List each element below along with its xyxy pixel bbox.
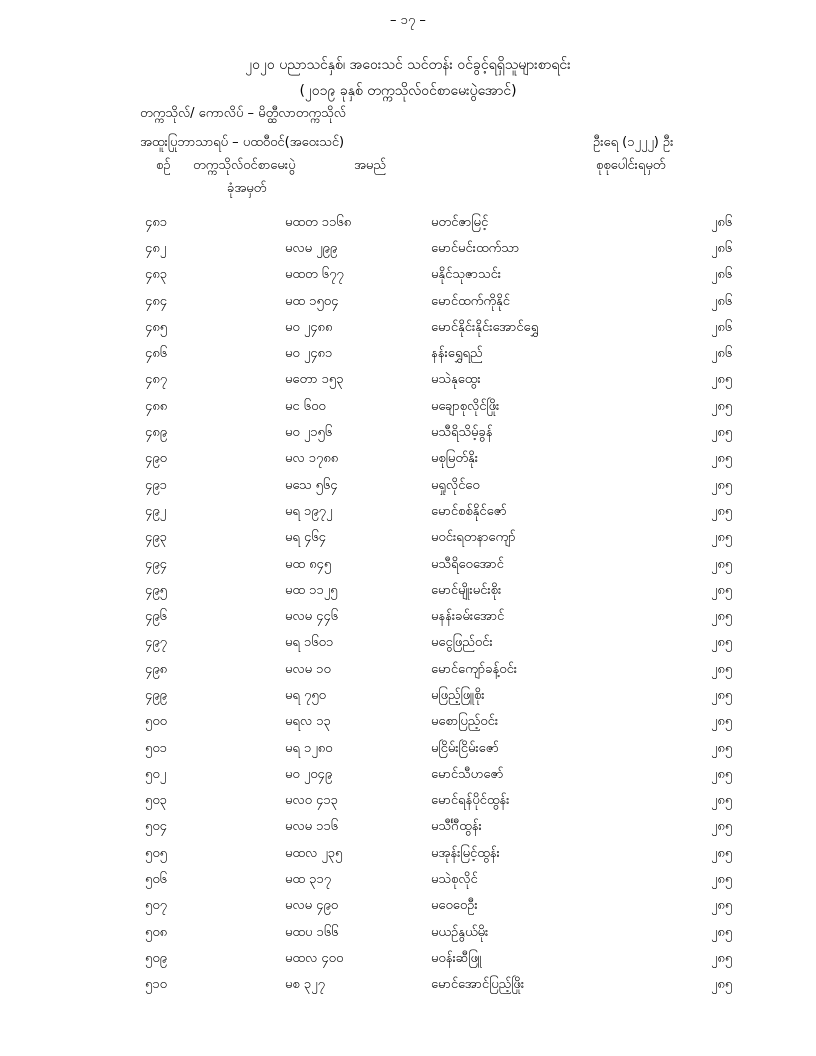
row-number: ၄၉၉ xyxy=(145,687,167,703)
student-name: မဝန်းဆီဖြူ xyxy=(431,950,482,966)
roll-number: မထတ ၁၁၆၈ xyxy=(285,214,352,230)
roll-number: မထ ၈၄၅ xyxy=(285,556,332,572)
row-number: ၄၉၁ xyxy=(145,477,167,493)
table-row xyxy=(0,210,791,236)
table-row xyxy=(0,394,791,420)
row-number: ၄၈၉ xyxy=(145,425,168,441)
total-marks: ၂၈၅ xyxy=(711,977,733,993)
total-marks: ၂၈၅ xyxy=(711,425,733,441)
student-name: မနန်းခမ်းအောင် xyxy=(431,609,505,625)
roll-number: မစ ၃၂၇ xyxy=(285,977,325,993)
roll-number: မလမ ၂၉၉ xyxy=(285,240,338,256)
table-row xyxy=(0,789,791,815)
student-name: မောင်ကျော်ခန့်ဝင်း xyxy=(431,661,518,677)
total-marks: ၂၈၆ xyxy=(711,293,733,309)
student-name: မငွေဖြည်ဝင်း xyxy=(431,635,493,651)
roll-number: မလမ ၁၁၆ xyxy=(285,819,339,835)
roll-number: မဝ ၂၁၅၆ xyxy=(285,425,333,441)
roll-number: မတော ၁၅၃ xyxy=(285,372,344,388)
row-number: ၅၀၄ xyxy=(145,819,167,835)
roll-number: မထလ ၄၀၀ xyxy=(285,950,344,966)
header-name: အမည် xyxy=(354,158,386,173)
row-number: ၄၉၂ xyxy=(145,503,167,519)
student-name: မငြိမ်းငြိမ်းဇော် xyxy=(431,740,499,756)
table-row xyxy=(0,263,791,289)
roll-number: မဝ ၂၄၈၁ xyxy=(285,346,333,362)
row-number: ၅၀၇ xyxy=(145,898,167,914)
total-marks: ၂၈၅ xyxy=(711,687,733,703)
total-marks: ၂၈၅ xyxy=(711,451,733,467)
roll-number: မထ ၃၁၇ xyxy=(285,872,332,888)
roll-number: မရ ၁၂၈၀ xyxy=(285,740,333,756)
total-marks: ၂၈၅ xyxy=(711,556,733,572)
row-number: ၄၈၅ xyxy=(145,319,168,335)
roll-number: မထတ ၆၇၇ xyxy=(285,267,344,283)
row-number: ၅၀၁ xyxy=(145,740,167,756)
table-row xyxy=(0,894,791,920)
roll-number: မသေ ၅၆၄ xyxy=(285,477,338,493)
table-row xyxy=(0,973,791,999)
total-marks: ၂၈၅ xyxy=(711,635,733,651)
student-name: မသီင်္ဂီထွန်း xyxy=(431,819,482,835)
roll-number: မလဝ ၄၁၃ xyxy=(285,793,338,809)
row-number: ၅၀၉ xyxy=(145,950,167,966)
program-line: အထူးပြုဘာသာရပ် – ပထဝီဝင်(အဝေးသင်) xyxy=(140,135,345,150)
student-name: မောင်အောင်ပြည့်ဖြိုး xyxy=(431,977,525,993)
student-table xyxy=(0,210,791,999)
student-name: မချောစုလိုင်ဖြိုး xyxy=(431,398,500,414)
student-name: မသီရိသိမ့်ခွန် xyxy=(431,425,493,441)
table-row xyxy=(0,920,791,946)
student-name: မသီရိဝေအောင် xyxy=(431,556,504,572)
row-number: ၄၈၈ xyxy=(145,398,168,414)
table-row xyxy=(0,578,791,604)
table-row xyxy=(0,946,791,972)
row-number: ၄၉၄ xyxy=(145,556,167,572)
total-marks: ၂၈၅ xyxy=(711,950,733,966)
row-number: ၅၀၂ xyxy=(145,766,167,782)
student-name: မောင်နိုင်းနိုင်းအောင်ရွှေ xyxy=(431,319,539,335)
total-marks: ၂၈၅ xyxy=(711,924,733,940)
table-row xyxy=(0,341,791,367)
roll-number: မရ ၇၅၀ xyxy=(285,687,326,703)
total-marks: ၂၈၆ xyxy=(711,346,733,362)
university-line: တက္ကသိုလ်/ ကောလိပ် – မိတ္ထီလာတက္ကသိုလ် xyxy=(140,106,346,121)
table-row xyxy=(0,289,791,315)
student-name: မယဉ်နွယ်မိုး xyxy=(431,924,489,940)
row-number: ၄၉၇ xyxy=(145,635,167,651)
student-name: မနိုင်သုဇာသင်း xyxy=(431,267,502,283)
student-name: မောင်စစ်နိုင်ဇော် xyxy=(431,503,507,519)
row-number: ၄၈၇ xyxy=(145,372,168,388)
row-number: ၄၈၂ xyxy=(145,240,167,256)
student-name: မောင်ရန်ပိုင်ထွန်း xyxy=(431,793,510,809)
total-marks: ၂၈၅ xyxy=(711,477,733,493)
total-marks: ၂၈၅ xyxy=(711,819,733,835)
row-number: ၄၈၄ xyxy=(145,293,168,309)
row-number: ၄၈၆ xyxy=(145,346,168,362)
total-marks: ၂၈၅ xyxy=(711,503,733,519)
roll-number: မင ၆၀၀ xyxy=(285,398,326,414)
document-subtitle: (၂၀၁၉ ခုနှစ် တက္ကသိုလ်ဝင်စာမေးပွဲအောင်) xyxy=(299,83,517,99)
student-name: မဝေဝေဦး xyxy=(431,898,478,914)
student-name: မောင်မင်းထက်သာ xyxy=(431,240,520,256)
header-roll: တက္ကသိုလ်ဝင်စာမေးပွဲ xyxy=(193,158,296,173)
table-row xyxy=(0,736,791,762)
total-marks: ၂၈၅ xyxy=(711,661,733,677)
student-name: မအုန်းမြင့်ထွန်း xyxy=(431,845,500,861)
row-number: ၅၀၆ xyxy=(145,872,167,888)
roll-number: မလမ ၄၉၀ xyxy=(285,898,339,914)
row-number: ၅၀၈ xyxy=(145,924,168,940)
total-marks: ၂၈၆ xyxy=(711,319,733,335)
row-number: ၄၉၆ xyxy=(145,609,167,625)
total-marks: ၂၈၅ xyxy=(711,740,733,756)
roll-number: မထ ၁၅၀၄ xyxy=(285,293,339,309)
document-title: ၂၀၂၀ ပညာသင်နှစ်၊ အဝေးသင် သင်တန်း ဝင်ခွင့်ရရှိသူများစာရင်း xyxy=(245,57,571,73)
table-row xyxy=(0,368,791,394)
row-number: ၄၉၀ xyxy=(145,451,167,467)
roll-number: မဝ ၂၄၈၈ xyxy=(285,319,333,335)
student-name: မောင်သီဟဇော် xyxy=(431,766,504,782)
table-row xyxy=(0,236,791,262)
header-no: စဉ် xyxy=(156,158,171,173)
roll-number: မရ ၁၆၀၁ xyxy=(285,635,334,651)
header-roll-line2: ခုံအမှတ် xyxy=(227,181,267,196)
table-row xyxy=(0,631,791,657)
student-name: မောင်မျိုးမင်းစိုး xyxy=(431,582,502,598)
total-marks: ၂၈၅ xyxy=(711,530,733,546)
total-marks: ၂၈၅ xyxy=(711,872,733,888)
table-row xyxy=(0,657,791,683)
total-marks: ၂၈၅ xyxy=(711,766,733,782)
student-name: မဝင်းရတနာကျော် xyxy=(431,530,516,546)
roll-number: မထ ၁၁၂၅ xyxy=(285,582,338,598)
total-marks: ၂၈၅ xyxy=(711,898,733,914)
total-marks: ၂၈၅ xyxy=(711,793,733,809)
student-name: မစုမြတ်နိုး xyxy=(431,451,479,467)
table-row xyxy=(0,710,791,736)
student-name: မသဲနုထွေး xyxy=(431,372,481,388)
total-marks: ၂၈၅ xyxy=(711,609,733,625)
row-number: ၄၈၃ xyxy=(145,267,168,283)
student-table-body xyxy=(0,210,791,999)
roll-number: မလမ ၁၀ xyxy=(285,661,331,677)
table-row xyxy=(0,867,791,893)
student-name: မရှုလိုင်ဝေ xyxy=(431,477,480,493)
table-row xyxy=(0,683,791,709)
student-name: မစောပြည့်ဝင်း xyxy=(431,714,499,730)
row-number: ၄၉၈ xyxy=(145,661,168,677)
total-marks: ၂၈၆ xyxy=(711,240,733,256)
total-marks: ၂၈၅ xyxy=(711,845,733,861)
page-number: – ၁၇ – xyxy=(390,13,426,28)
table-row xyxy=(0,841,791,867)
student-name: မသဲစုလိုင် xyxy=(431,872,478,888)
student-name: မောင်ထက်ကိုနိုင် xyxy=(431,293,510,309)
row-number: ၅၀၃ xyxy=(145,793,167,809)
roll-number: မရလ ၁၃ xyxy=(285,714,331,730)
roll-number: မထပ ၁၆၆ xyxy=(285,924,339,940)
student-name: မတင်ဇာမြင့် xyxy=(431,214,489,230)
table-row xyxy=(0,552,791,578)
roll-number: မထလ ၂၃၅ xyxy=(285,845,343,861)
table-row xyxy=(0,473,791,499)
row-number: ၄၈၁ xyxy=(145,214,168,230)
row-number: ၅၀၀ xyxy=(145,714,167,730)
table-row xyxy=(0,526,791,552)
total-marks: ၂၈၅ xyxy=(711,398,733,414)
row-number: ၅၁၀ xyxy=(145,977,167,993)
table-row xyxy=(0,420,791,446)
roll-number: မလမ ၄၄၆ xyxy=(285,609,339,625)
table-row xyxy=(0,762,791,788)
row-number: ၅၀၅ xyxy=(145,845,167,861)
roll-number: မလ ၁၇၈၈ xyxy=(285,451,339,467)
total-count: ဦးရေ (၁၂၂၂) ဦး xyxy=(593,135,674,150)
total-marks: ၂၈၅ xyxy=(711,372,733,388)
table-row xyxy=(0,447,791,473)
roll-number: မရ ၁၉၇၂ xyxy=(285,503,333,519)
total-marks: ၂၈၆ xyxy=(711,214,733,230)
table-row xyxy=(0,315,791,341)
row-number: ၄၉၃ xyxy=(145,530,167,546)
total-marks: ၂၈၆ xyxy=(711,267,733,283)
row-number: ၄၉၅ xyxy=(145,582,167,598)
roll-number: မဝ ၂၀၄၉ xyxy=(285,766,333,782)
total-marks: ၂၈၅ xyxy=(711,714,733,730)
total-marks: ၂၈၅ xyxy=(711,582,733,598)
student-name: မဖြည့်ဖြူစိုး xyxy=(431,687,485,703)
table-row xyxy=(0,815,791,841)
header-marks: စုစုပေါင်းရမှတ် xyxy=(596,158,666,173)
student-name: နန်းရွှေရည် xyxy=(431,346,483,362)
roll-number: မရ ၄၆၄ xyxy=(285,530,326,546)
table-row xyxy=(0,499,791,525)
table-row xyxy=(0,604,791,630)
